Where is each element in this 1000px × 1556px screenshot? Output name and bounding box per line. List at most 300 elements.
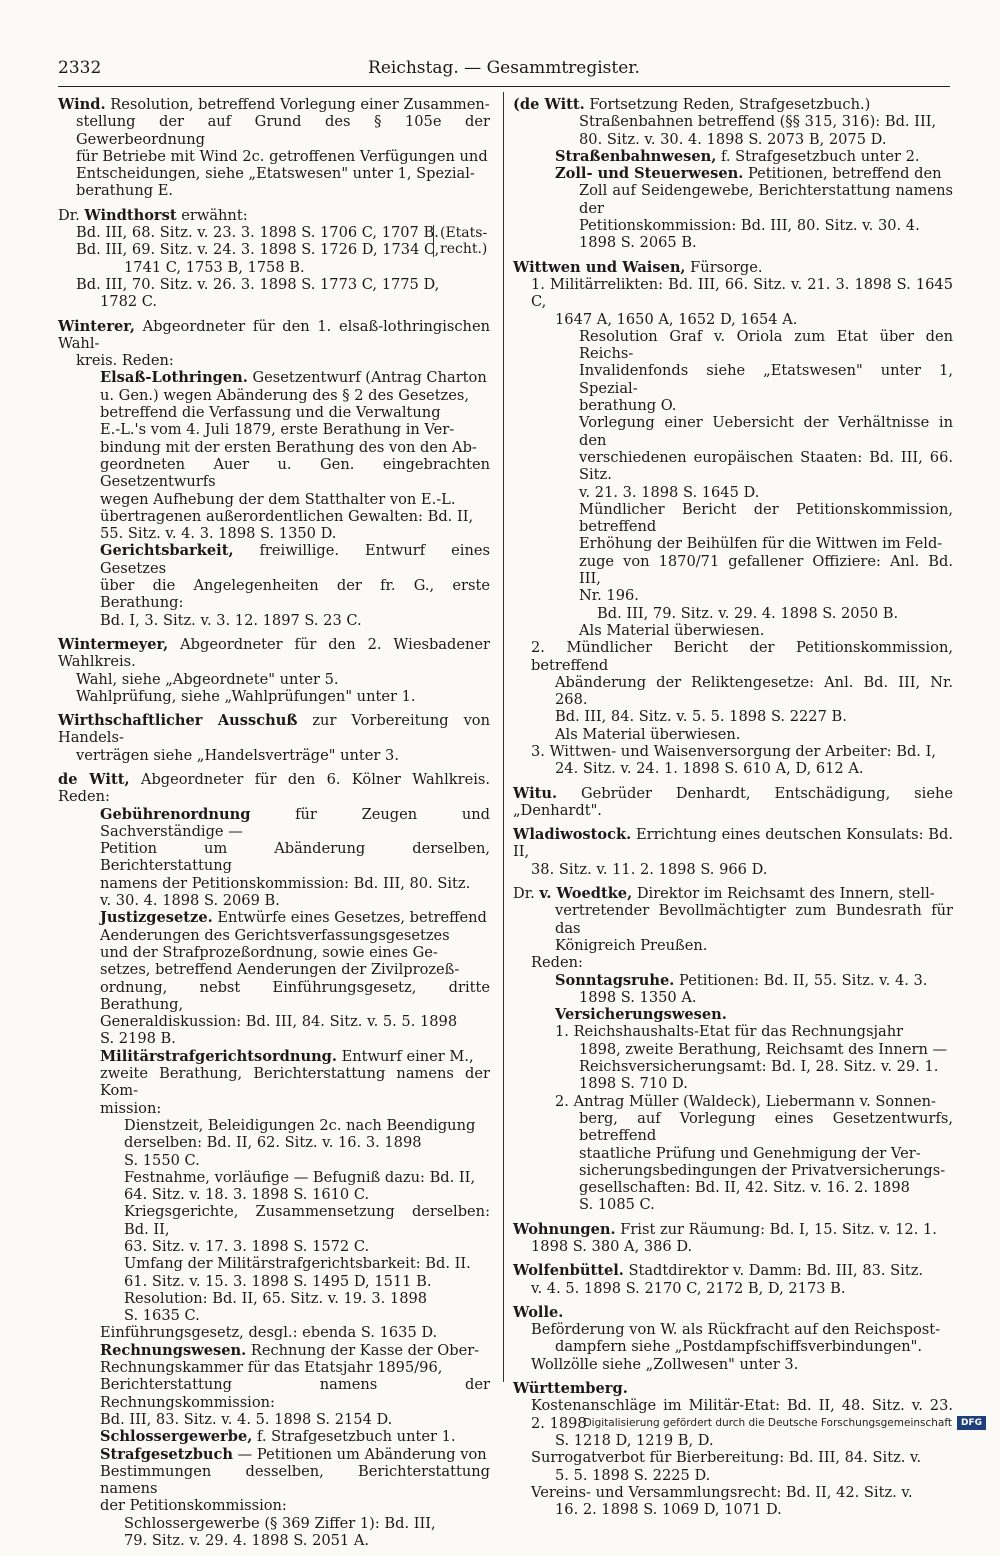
entry-text: Festnahme, vorläufige — Befugniß dazu: Bd. II, bbox=[124, 1168, 476, 1186]
entry-line bbox=[58, 1065, 490, 1100]
entry-text: v. 21. 3. 1898 S. 1645 D. bbox=[579, 483, 760, 501]
running-head: Reichstag. — Gesammtregister. bbox=[368, 58, 640, 78]
header-rule bbox=[58, 86, 950, 87]
brace-note: (Etats-recht.) bbox=[433, 225, 492, 257]
entry-text: Reichsversicherungsamt: Bd. I, 28. Sitz. v. 29. 1. bbox=[579, 1058, 939, 1076]
entry-line bbox=[513, 902, 953, 937]
entry-line bbox=[58, 1532, 490, 1549]
entry-text: Invalidenfonds siehe „Etatswesen" unter 1, Spezial- bbox=[579, 362, 953, 397]
entry-text: Erhöhung der Beihülfen für die Wittwen im Feld- bbox=[579, 535, 943, 553]
entry-keyword: Württemberg. bbox=[513, 1380, 628, 1398]
entry-line bbox=[513, 1432, 953, 1449]
entry-text: mission: bbox=[100, 1099, 162, 1117]
entry-text: Gesetzentwurf (Antrag Charton bbox=[247, 369, 487, 387]
entry-line bbox=[513, 1356, 953, 1373]
entry-text: Bestimmungen desselben, Berichterstattung namens bbox=[100, 1462, 490, 1498]
entry-text: ordnung, nebst Einführungsgesetz, dritte Berathung, bbox=[100, 978, 490, 1013]
entry-line bbox=[513, 1075, 953, 1092]
entry-line bbox=[58, 369, 490, 386]
entry-line bbox=[58, 352, 490, 369]
entry-line bbox=[513, 148, 953, 165]
entry-line bbox=[513, 397, 953, 414]
entry-line bbox=[513, 96, 953, 113]
entry-text: Kostenanschläge im Militär-Etat: Bd. II, 48. Sitz. v. 23. 2. 1898 bbox=[531, 1397, 953, 1432]
entry-text: derselben: Bd. II, 62. Sitz. v. 16. 3. 1898 bbox=[124, 1134, 422, 1152]
entry-line bbox=[58, 182, 490, 199]
entry-line bbox=[58, 771, 490, 806]
entry-line bbox=[58, 688, 490, 705]
entry-text: Surrogatverbot für Bierbereitung: Bd. III, 84. Sitz. v. bbox=[531, 1449, 922, 1467]
entry-line bbox=[513, 785, 953, 820]
footer-text: Digitalisierung gefördert durch die Deutsche Forschungsgemeinschaft bbox=[583, 1417, 952, 1429]
entry-text: Kriegsgerichte, Zusammensetzung derselben: Bd. II, bbox=[124, 1203, 490, 1238]
index-entry-wind bbox=[58, 96, 490, 200]
entry-text: Abgeordneter für den 2. Wiesbadener Wahlkreis. bbox=[58, 635, 490, 671]
entry-text: 3. Wittwen- und Waisenversorgung der Arbeiter: Bd. I, bbox=[531, 742, 936, 760]
entry-line bbox=[58, 1307, 490, 1324]
entry-text: S. 1550 C. bbox=[124, 1151, 200, 1169]
entry-text: — Petitionen um Abänderung von bbox=[233, 1445, 487, 1463]
entry-text: Rechnung der Kasse der Ober- bbox=[246, 1341, 480, 1359]
entry-line bbox=[513, 1058, 953, 1075]
entry-text: für Betriebe mit Wind 2c. getroffenen Verfügungen und bbox=[76, 147, 488, 165]
entry-text: zur Vorbereitung von Handels- bbox=[58, 712, 490, 747]
entry-keyword: Sonntagsruhe. bbox=[555, 971, 675, 989]
entry-line bbox=[58, 148, 490, 165]
entry-line bbox=[58, 927, 490, 944]
entry-text: Reden: bbox=[531, 954, 583, 972]
entry-keyword: Windthorst bbox=[84, 206, 177, 224]
entry-line bbox=[513, 674, 953, 709]
entry-keyword: Wirthschaftlicher Ausschuß bbox=[58, 712, 298, 730]
entry-text: f. Strafgesetzbuch unter 2. bbox=[716, 147, 920, 165]
entry-text: 1782 C. bbox=[100, 293, 158, 311]
entry-text: berg, auf Vorlegung eines Gesetzentwurfs, betreffend bbox=[579, 1109, 953, 1145]
entry-text: S. 1085 C. bbox=[579, 1196, 655, 1214]
entry-line bbox=[513, 937, 953, 954]
entry-line bbox=[58, 1030, 490, 1047]
entry-text: 5. 5. 1898 S. 2225 D. bbox=[555, 1466, 711, 1484]
entry-text: 61. Sitz. v. 15. 3. 1898 S. 1495 D, 1511 B. bbox=[124, 1272, 432, 1290]
entry-text: 2. Antrag Müller (Waldeck), Liebermann v. Sonnen- bbox=[555, 1092, 936, 1110]
entry-text: 1898 S. 1350 A. bbox=[579, 988, 697, 1006]
entry-line bbox=[58, 671, 490, 688]
entry-line bbox=[58, 840, 490, 875]
entry-line bbox=[58, 875, 490, 892]
entry-line bbox=[513, 1501, 953, 1518]
entry-line bbox=[58, 1238, 490, 1255]
index-entry-wintermeyer bbox=[58, 636, 490, 705]
entry-line bbox=[58, 1411, 490, 1428]
entry-text: Bd. III, 70. Sitz. v. 26. 3. 1898 S. 1773 C, 1775 D, bbox=[76, 275, 440, 293]
entry-keyword: de Witt, bbox=[58, 770, 130, 788]
entry-line bbox=[58, 979, 490, 1014]
entry-line bbox=[58, 421, 490, 438]
entry-line bbox=[513, 826, 953, 861]
entry-text: namens der Petitionskommission: Bd. III, 80. Sitz. bbox=[100, 874, 471, 892]
entry-line bbox=[58, 1169, 490, 1186]
entry-line bbox=[513, 1380, 953, 1397]
index-entry-witu bbox=[513, 785, 953, 820]
entry-text: wegen Aufhebung der dem Statthalter von E.-L. bbox=[100, 490, 456, 508]
entry-line bbox=[513, 1304, 953, 1321]
entry-keyword: Schlossergewerbe, bbox=[100, 1428, 253, 1446]
entry-keyword: Elsaß-Lothringen. bbox=[100, 369, 248, 387]
entry-line bbox=[58, 892, 490, 909]
entry-text: Bd. III, 68. Sitz. v. 23. 3. 1898 S. 1706 C, 1707 B. bbox=[76, 224, 439, 242]
entry-text: über die Angelegenheiten der fr. G., erste Berathung: bbox=[100, 577, 490, 612]
entry-keyword: Gerichtsbarkeit, bbox=[100, 542, 234, 560]
entry-line bbox=[513, 1041, 953, 1058]
entry-text: 55. Sitz. v. 4. 3. 1898 S. 1350 D. bbox=[100, 525, 337, 543]
entry-text: Als Material überwiesen. bbox=[555, 725, 741, 743]
entry-line bbox=[58, 1203, 490, 1238]
entry-text: Berichterstattung namens der Rechnungskommission: bbox=[100, 1376, 490, 1411]
entry-line bbox=[513, 1262, 953, 1279]
entry-line bbox=[513, 885, 953, 902]
entry-text: 2. Mündlicher Bericht der Petitionskommission, betreffend bbox=[531, 639, 953, 674]
entry-text: setzes, betreffend Aenderungen der Zivilprozeß- bbox=[100, 961, 460, 979]
entry-line bbox=[58, 961, 490, 978]
index-entry-winterer bbox=[58, 318, 490, 629]
entry-line bbox=[58, 224, 490, 241]
right-column bbox=[513, 96, 953, 1525]
entry-text: 1. Reichshaushalts-Etat für das Rechnungsjahr bbox=[555, 1023, 904, 1041]
entry-line bbox=[58, 1359, 490, 1376]
index-entry-de-witt-cont bbox=[513, 96, 953, 252]
entry-text: und der Strafprozeßordnung, sowie eines Ge- bbox=[100, 943, 438, 961]
entry-text: f. Strafgesetzbuch unter 1. bbox=[252, 1428, 456, 1446]
entry-text: Dr. bbox=[58, 206, 85, 224]
entry-line bbox=[513, 726, 953, 743]
entry-keyword: Witu. bbox=[513, 784, 558, 802]
page-header bbox=[58, 58, 950, 82]
entry-text: Fortsetzung Reden, Strafgesetzbuch.) bbox=[584, 96, 871, 113]
entry-line bbox=[513, 1449, 953, 1466]
entry-keyword: Versicherungswesen. bbox=[555, 1006, 727, 1024]
entry-text: Petitionen, betreffend den bbox=[743, 165, 942, 183]
entry-line bbox=[513, 182, 953, 217]
entry-text: 16. 2. 1898 S. 1069 D, 1071 D. bbox=[555, 1501, 782, 1519]
entry-line bbox=[513, 1162, 953, 1179]
entry-line bbox=[513, 989, 953, 1006]
entry-keyword: Straßenbahnwesen, bbox=[555, 147, 717, 165]
entry-text: 1898 S. 710 D. bbox=[579, 1075, 688, 1093]
footer bbox=[584, 1416, 986, 1430]
entry-line bbox=[58, 508, 490, 525]
entry-line bbox=[513, 131, 953, 148]
entry-text: Dienstzeit, Beleidigungen 2c. nach Beendigung bbox=[124, 1116, 476, 1134]
entry-line bbox=[513, 605, 953, 622]
entry-line bbox=[513, 1280, 953, 1297]
entry-keyword: Militärstrafgerichtsordnung. bbox=[100, 1047, 337, 1065]
entry-text: zweite Berathung, Berichterstattung namens der Kom- bbox=[100, 1065, 490, 1100]
entry-text: 1647 A, 1650 A, 1652 D, 1654 A. bbox=[555, 310, 798, 328]
entry-line bbox=[513, 234, 953, 251]
entry-text: freiwillige. Entwurf eines Gesetzes bbox=[100, 542, 490, 577]
entry-text: Wollzölle siehe „Zollwesen" unter 3. bbox=[531, 1355, 799, 1373]
entry-line bbox=[513, 553, 953, 588]
left-column bbox=[58, 96, 490, 1556]
entry-text: Direktor im Reichsamt des Innern, stell- bbox=[632, 885, 935, 903]
entry-text: sicherungsbedingungen der Privatversicherungs- bbox=[579, 1161, 946, 1179]
entry-line bbox=[513, 1006, 953, 1023]
entry-line bbox=[58, 944, 490, 961]
entry-text: zuge von 1870/71 gefallener Offiziere: Anl. Bd. III, bbox=[579, 552, 953, 588]
entry-line bbox=[58, 1324, 490, 1341]
entry-line bbox=[513, 484, 953, 501]
index-entry-woedtke bbox=[513, 885, 953, 1214]
entry-text: Straßenbahnen betreffend (§§ 315, 316): Bd. III, bbox=[579, 113, 937, 131]
entry-text: übertragenen außerordentlichen Gewalten: Bd. II, bbox=[100, 507, 474, 525]
entry-line bbox=[58, 1428, 490, 1445]
entry-line bbox=[58, 525, 490, 542]
entry-text: Entwürfe eines Gesetzes, betreffend bbox=[212, 909, 487, 927]
entry-line bbox=[513, 954, 953, 971]
entry-line bbox=[513, 639, 953, 674]
entry-line bbox=[58, 612, 490, 629]
entry-line bbox=[58, 1134, 490, 1151]
entry-text: bindung mit der ersten Berathung des von den Ab- bbox=[100, 438, 477, 456]
entry-text: dampfern siehe „Postdampfschiffsverbindungen". bbox=[555, 1338, 923, 1356]
entry-line bbox=[58, 241, 490, 258]
entry-text: verschiedenen europäischen Staaten: Bd. III, 66. Sitz. bbox=[579, 448, 953, 484]
entry-line bbox=[513, 972, 953, 989]
entry-line bbox=[58, 712, 490, 747]
column-divider bbox=[503, 92, 504, 1382]
entry-text: berathung O. bbox=[579, 397, 677, 415]
entry-text: 80. Sitz. v. 30. 4. 1898 S. 2073 B, 2075 D. bbox=[579, 130, 887, 148]
entry-line bbox=[58, 1342, 490, 1359]
entry-line bbox=[58, 1376, 490, 1411]
entry-text: Bd. I, 3. Sitz. v. 3. 12. 1897 S. 23 C. bbox=[100, 611, 362, 629]
entry-line bbox=[58, 259, 490, 276]
entry-line bbox=[58, 747, 490, 764]
entry-text: für Zeugen und Sachverständige — bbox=[100, 805, 490, 840]
index-entry-windthorst bbox=[58, 207, 490, 311]
entry-line bbox=[513, 622, 953, 639]
entry-line bbox=[58, 276, 490, 293]
entry-line bbox=[513, 113, 953, 130]
entry-line bbox=[58, 113, 490, 148]
entry-text: 1898 S. 2065 B. bbox=[579, 234, 697, 252]
entry-text: vertretender Bevollmächtigter zum Bundesrath für das bbox=[555, 902, 953, 937]
entry-line bbox=[513, 328, 953, 363]
entry-text: Vorlegung einer Uebersicht der Verhältnisse in den bbox=[579, 414, 953, 449]
entry-keyword: Winterer, bbox=[58, 317, 135, 335]
entry-line bbox=[513, 501, 953, 536]
entry-keyword: Rechnungswesen. bbox=[100, 1341, 247, 1359]
entry-text: stellung der auf Grund des § 105e der Gewerbeordnung bbox=[76, 113, 490, 148]
entry-line bbox=[513, 449, 953, 484]
entry-line bbox=[513, 362, 953, 397]
entry-text: 24. Sitz. v. 24. 1. 1898 S. 610 A, D, 612 A. bbox=[555, 760, 864, 778]
entry-line bbox=[513, 165, 953, 182]
index-entry-wirthschaftlicher bbox=[58, 712, 490, 764]
index-entry-wuerttemberg bbox=[513, 1380, 953, 1518]
entry-line bbox=[58, 96, 490, 113]
entry-line bbox=[58, 387, 490, 404]
entry-text: Bd. III, 69. Sitz. v. 24. 3. 1898 S. 1726 D, 1734 C, bbox=[76, 241, 440, 259]
entry-text: Fürsorge. bbox=[685, 258, 763, 276]
index-entry-wohnungen bbox=[513, 1221, 953, 1256]
entry-line bbox=[513, 760, 953, 777]
entry-text: Einführungsgesetz, desgl.: ebenda S. 1635 D. bbox=[100, 1324, 438, 1342]
entry-text: E.-L.'s vom 4. Juli 1879, erste Berathung in Ver- bbox=[100, 421, 455, 439]
entry-text: S. 1218 D, 1219 B, D. bbox=[555, 1431, 714, 1449]
entry-line bbox=[58, 491, 490, 508]
entry-text: 38. Sitz. v. 11. 2. 1898 S. 966 D. bbox=[531, 860, 768, 878]
entry-line bbox=[513, 1145, 953, 1162]
entry-text: Dr. bbox=[513, 885, 540, 903]
entry-text: der Petitionskommission: bbox=[100, 1497, 287, 1515]
index-entry-wittwen bbox=[513, 259, 953, 778]
entry-text: Abänderung der Reliktengesetze: Anl. Bd. III, Nr. 268. bbox=[555, 673, 953, 709]
entry-text: u. Gen.) wegen Abänderung des § 2 des Gesetzes, bbox=[100, 386, 470, 404]
entry-line bbox=[58, 293, 490, 310]
entry-text: berathung E. bbox=[76, 182, 173, 200]
entry-line bbox=[58, 318, 490, 353]
entry-keyword: Wladiwostock. bbox=[513, 826, 632, 844]
entry-text: 79. Sitz. v. 29. 4. 1898 S. 2051 A. bbox=[124, 1532, 370, 1550]
entry-keyword: Strafgesetzbuch bbox=[100, 1445, 234, 1463]
entry-keyword: Wohnungen. bbox=[513, 1220, 616, 1238]
entry-keyword: Wolle. bbox=[513, 1303, 564, 1321]
entry-line bbox=[513, 861, 953, 878]
entry-text: Mündlicher Bericht der Petitionskommission, betreffend bbox=[579, 500, 953, 536]
entry-keyword: Wind. bbox=[58, 96, 106, 113]
entry-text: v. 4. 5. 1898 S. 2170 C, 2172 B, D, 2173 B. bbox=[531, 1279, 846, 1297]
entry-line bbox=[58, 1497, 490, 1514]
entry-line bbox=[58, 439, 490, 456]
entry-text: Aenderungen des Gerichtsverfassungsgesetzes bbox=[100, 926, 450, 944]
entry-text: Wahlprüfung, siehe „Wahlprüfungen" unter 1. bbox=[76, 687, 416, 705]
entry-text: Beförderung von W. als Rückfracht auf den Reichspost- bbox=[531, 1321, 941, 1339]
entry-line bbox=[513, 276, 953, 311]
entry-line bbox=[58, 1446, 490, 1463]
entry-text: 63. Sitz. v. 17. 3. 1898 S. 1572 C. bbox=[124, 1238, 370, 1255]
entry-text: Bd. III, 84. Sitz. v. 5. 5. 1898 S. 2227 B. bbox=[555, 708, 847, 726]
entry-line bbox=[58, 1013, 490, 1030]
entry-text: kreis. Reden: bbox=[76, 352, 174, 370]
index-entry-wolfenbuettel bbox=[513, 1262, 953, 1297]
entry-line bbox=[513, 743, 953, 760]
entry-text: betreffend die Verfassung und die Verwaltung bbox=[100, 404, 441, 422]
entry-text: Als Material überwiesen. bbox=[579, 621, 765, 639]
entry-line bbox=[58, 207, 490, 224]
entry-line bbox=[58, 165, 490, 182]
entry-keyword: v. Woedtke, bbox=[539, 885, 633, 903]
entry-text: 1898, zweite Berathung, Reichsamt des Innern — bbox=[579, 1040, 948, 1058]
entry-text: Nr. 196. bbox=[579, 587, 639, 605]
entry-text: Resolution: Bd. II, 65. Sitz. v. 19. 3. 1898 bbox=[124, 1289, 428, 1307]
entry-line bbox=[58, 577, 490, 612]
entry-text: Königreich Preußen. bbox=[555, 936, 708, 954]
entry-line bbox=[513, 1023, 953, 1040]
entry-keyword: (de Witt. bbox=[513, 96, 585, 113]
entry-text: Gebrüder Denhardt, Entschädigung, siehe „Denhardt". bbox=[513, 784, 953, 819]
entry-text: Stadtdirektor v. Damm: Bd. III, 83. Sitz. bbox=[623, 1262, 924, 1280]
entry-text: gesellschaften: Bd. II, 42. Sitz. v. 16. 2. 1898 bbox=[579, 1179, 910, 1197]
entry-text: verträgen siehe „Handelsverträge" unter 3. bbox=[76, 746, 399, 764]
entry-text: Petitionskommission: Bd. III, 80. Sitz. v. 30. 4. bbox=[579, 217, 920, 235]
entry-text: Resolution, betreffend Vorlegung einer Zusammen- bbox=[105, 96, 490, 113]
entry-text: 1. Militärrelikten: Bd. III, 66. Sitz. v. 21. 3. 1898 S. 1645 C, bbox=[531, 275, 953, 311]
entry-line bbox=[513, 259, 953, 276]
dfg-logo-icon: DFG bbox=[957, 1416, 986, 1430]
entry-line bbox=[58, 909, 490, 926]
entry-keyword: Wolfenbüttel. bbox=[513, 1262, 624, 1280]
entry-line bbox=[513, 414, 953, 449]
entry-text: Rechnungskammer für das Etatsjahr 1895/96, bbox=[100, 1359, 443, 1377]
entry-line bbox=[513, 1110, 953, 1145]
entry-line bbox=[513, 1179, 953, 1196]
entry-line bbox=[513, 1467, 953, 1484]
entry-line bbox=[58, 1100, 490, 1117]
entry-text: S. 1635 C. bbox=[124, 1307, 200, 1325]
entry-line bbox=[58, 1290, 490, 1307]
entry-text: Resolution Graf v. Oriola zum Etat über den Reichs- bbox=[579, 327, 953, 363]
entry-line bbox=[513, 1321, 953, 1338]
entry-line bbox=[513, 1221, 953, 1238]
entry-line bbox=[58, 456, 490, 491]
entry-text: Entwurf einer M., bbox=[336, 1047, 474, 1065]
entry-line bbox=[58, 1273, 490, 1290]
index-entry-de-witt bbox=[58, 771, 490, 1549]
entry-text: Petition um Abänderung derselben, Berichterstattung bbox=[100, 840, 490, 875]
entry-line bbox=[58, 806, 490, 841]
entry-line bbox=[513, 217, 953, 234]
entry-text: Frist zur Räumung: Bd. I, 15. Sitz. v. 12. 1. bbox=[615, 1220, 937, 1238]
entry-text: 1741 C, 1753 B, 1758 B. bbox=[124, 258, 305, 276]
entry-text: S. 2198 B. bbox=[100, 1030, 176, 1048]
entry-line bbox=[58, 404, 490, 421]
entry-text: Generaldiskussion: Bd. III, 84. Sitz. v. 5. 5. 1898 bbox=[100, 1013, 458, 1031]
entry-text: Vereins- und Versammlungsrecht: Bd. II, 42. Sitz. v. bbox=[531, 1483, 913, 1501]
entry-text: erwähnt: bbox=[176, 206, 248, 224]
entry-text: staatliche Prüfung und Genehmigung der Ver- bbox=[579, 1144, 921, 1162]
entry-line bbox=[513, 1093, 953, 1110]
entry-text: Umfang der Militärstrafgerichtsbarkeit: Bd. II. bbox=[124, 1255, 471, 1273]
entry-line bbox=[513, 535, 953, 552]
entry-line bbox=[513, 1196, 953, 1213]
entry-text: Petitionen: Bd. II, 55. Sitz. v. 4. 3. bbox=[674, 971, 928, 989]
entry-keyword: Gebührenordnung bbox=[100, 805, 251, 823]
entry-keyword: Zoll- und Steuerwesen. bbox=[555, 165, 744, 183]
entry-keyword: Wintermeyer, bbox=[58, 635, 169, 653]
entry-text: Abgeordneter für den 1. elsaß-lothringischen Wahl- bbox=[58, 317, 490, 352]
entry-keyword: Wittwen und Waisen, bbox=[513, 258, 686, 276]
entry-text: Abgeordneter für den 6. Kölner Wahlkreis. Reden: bbox=[58, 770, 491, 806]
entry-line bbox=[513, 1338, 953, 1355]
entry-text: Bd. III, 83. Sitz. v. 4. 5. 1898 S. 2154 D. bbox=[100, 1410, 393, 1428]
entry-line bbox=[58, 1117, 490, 1134]
entry-text: Bd. III, 79. Sitz. v. 29. 4. 1898 S. 2050 B. bbox=[597, 604, 899, 622]
entry-line bbox=[513, 1238, 953, 1255]
entry-line bbox=[513, 1484, 953, 1501]
entry-text: geordneten Auer u. Gen. eingebrachten Gesetzentwurfs bbox=[100, 455, 490, 491]
entry-text: Zoll auf Seidengewebe, Berichterstattung namens der bbox=[579, 182, 953, 217]
page-number: 2332 bbox=[58, 58, 102, 78]
entry-keyword: Justizgesetze. bbox=[100, 909, 213, 927]
entry-line bbox=[58, 636, 490, 671]
index-entry-wladiwostock bbox=[513, 826, 953, 878]
entry-line bbox=[513, 587, 953, 604]
entry-text: Errichtung eines deutschen Konsulats: Bd. II, bbox=[513, 826, 953, 861]
entry-line bbox=[58, 1463, 490, 1498]
index-entry-wolle bbox=[513, 1304, 953, 1373]
entry-line bbox=[513, 311, 953, 328]
